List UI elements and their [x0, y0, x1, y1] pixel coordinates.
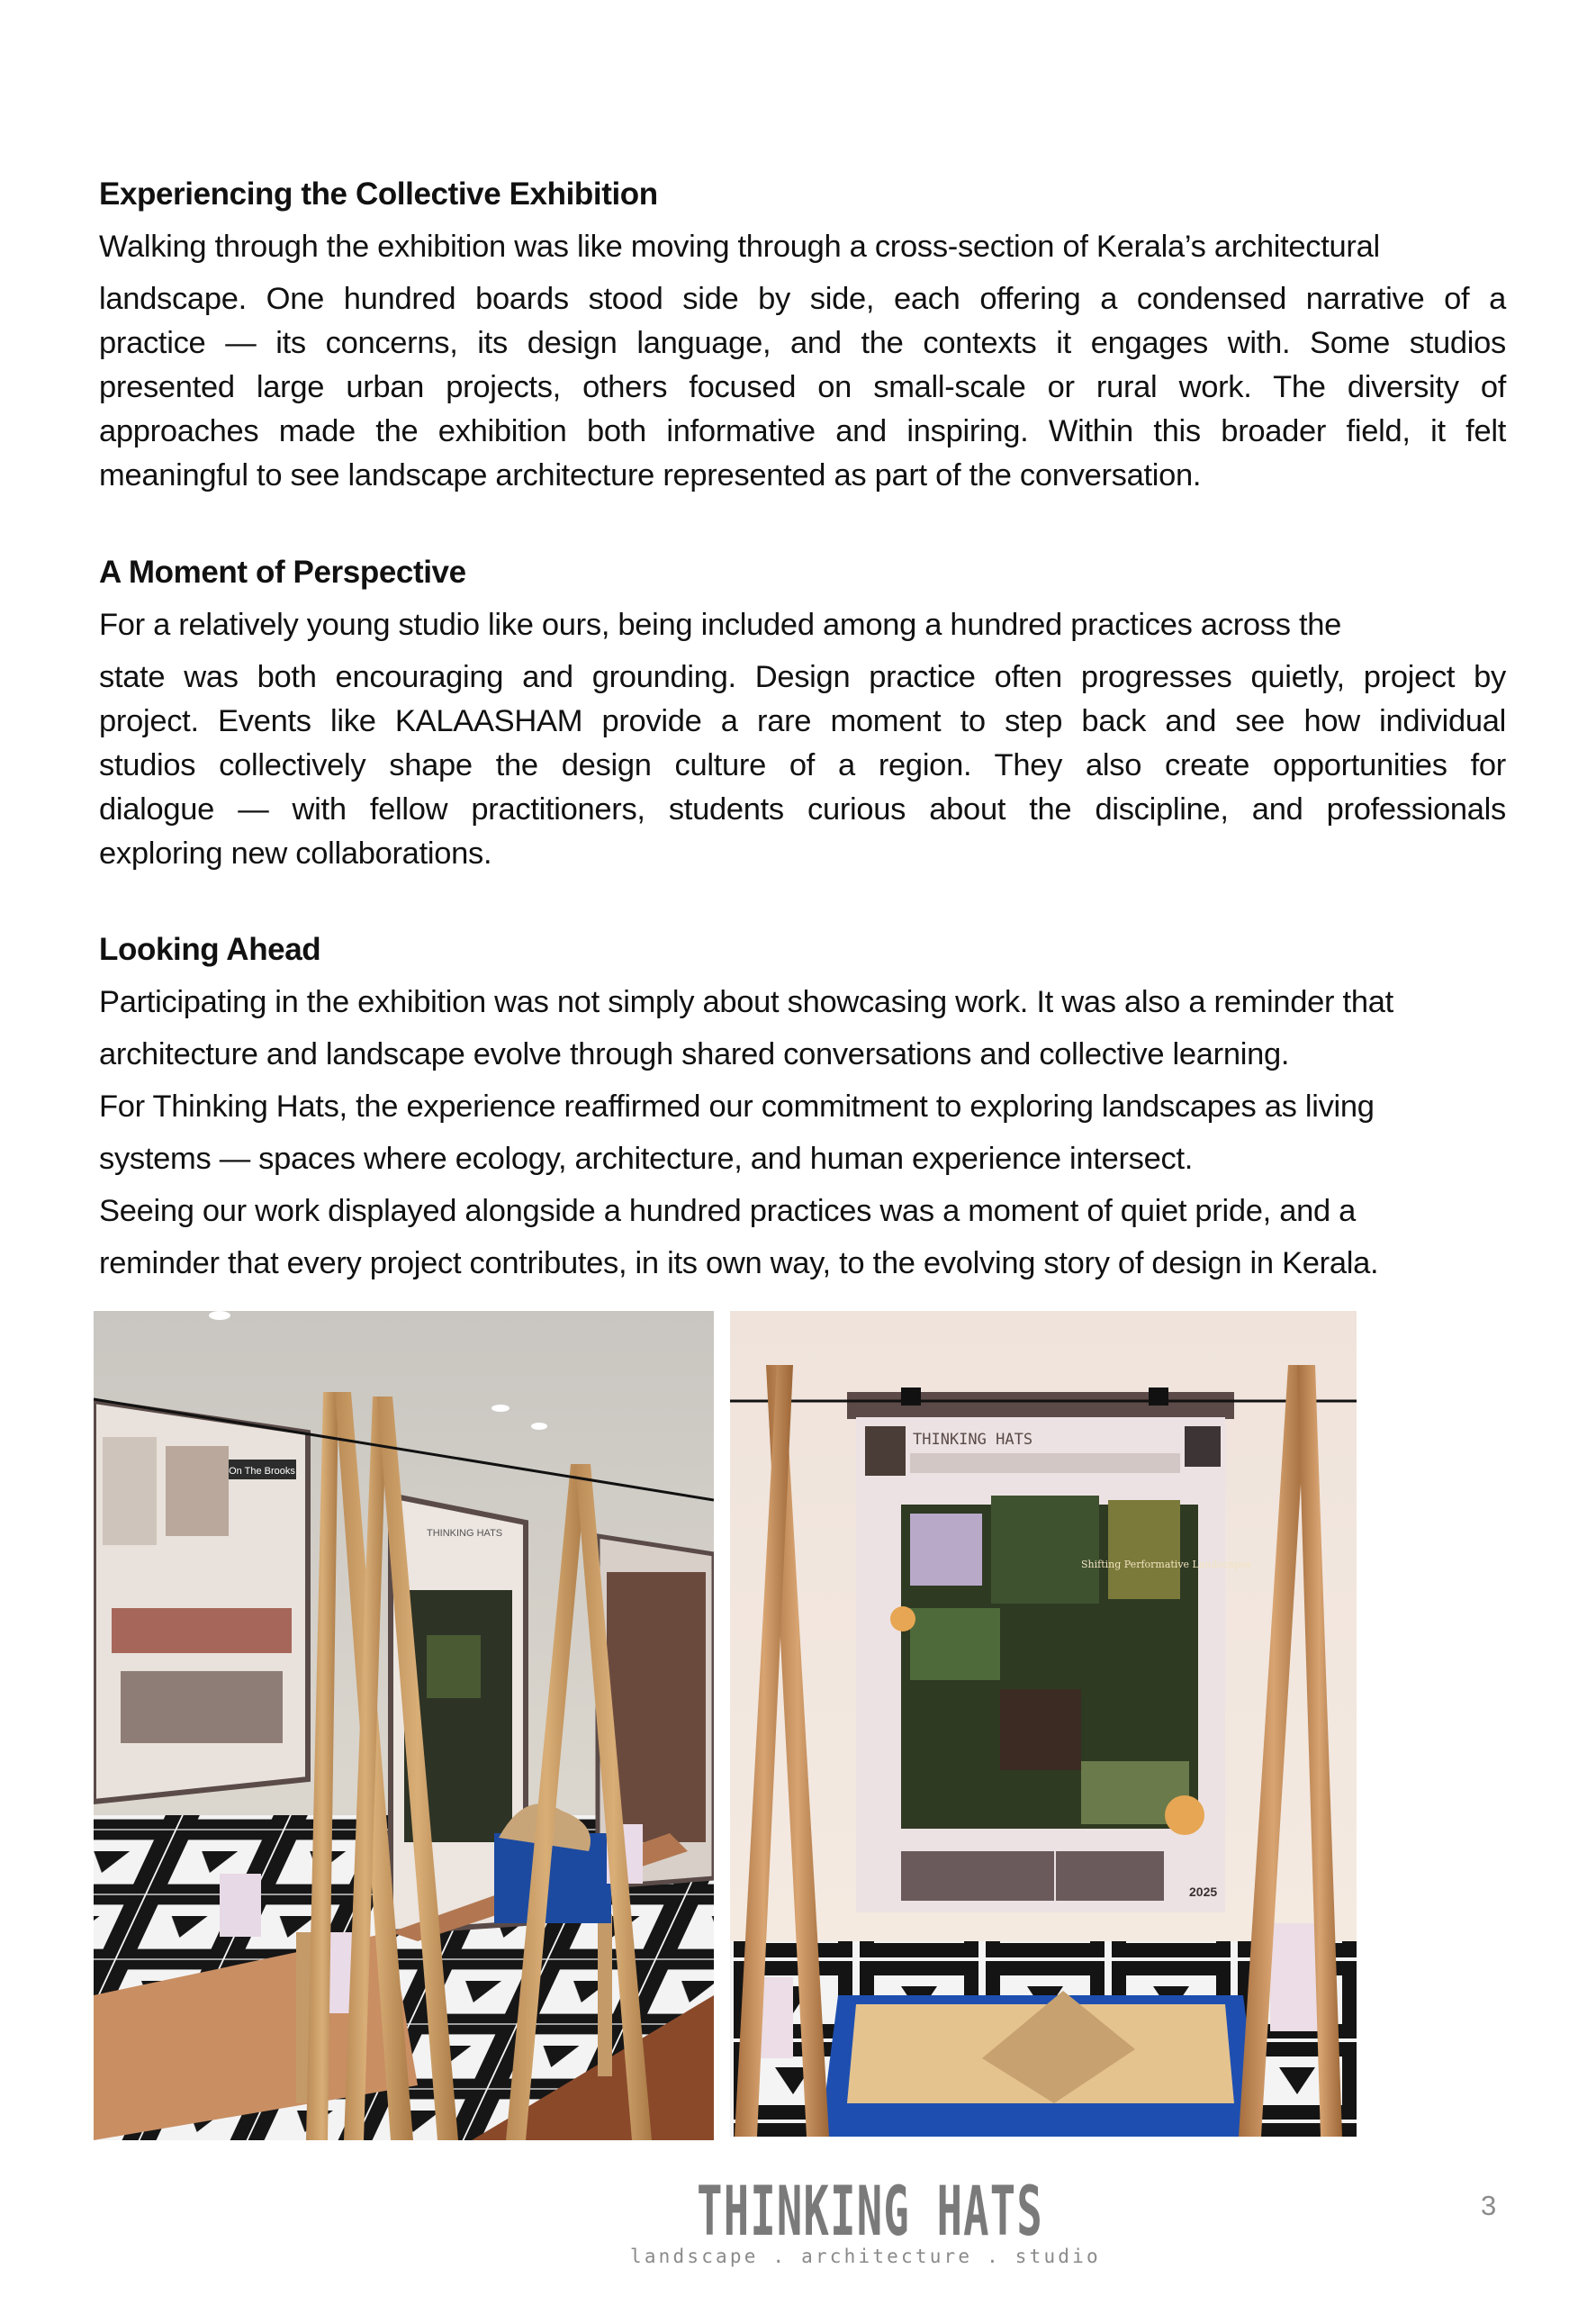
exhibition-photo-right — [730, 1311, 1357, 2137]
body-text-line: studios collectively shape the design culture of a region. They also create opportunities for — [99, 748, 1506, 782]
board-drawing — [166, 1446, 229, 1536]
ceiling-light — [209, 1311, 230, 1320]
section-experiencing-exhibition — [99, 176, 1506, 493]
exhibition-hall-illustration — [94, 1311, 714, 2140]
binder-clip — [1149, 1388, 1168, 1406]
board-tagline: Shifting Performative Landscapes — [1081, 1559, 1252, 1570]
exhibition-photo-left — [94, 1311, 714, 2140]
section-moment-of-perspective — [99, 555, 1506, 871]
section-looking-ahead — [99, 932, 1506, 1280]
logo-title: THINKING HATS — [697, 2171, 1044, 2251]
body-text-line: reminder that every project contributes, in its own way, to the evolving story of design in Kerala. — [99, 1246, 1379, 1280]
board-image-strip — [121, 1671, 283, 1743]
board-intro-text — [910, 1453, 1180, 1473]
thinking-hats-board-illustration — [730, 1311, 1357, 2137]
section-heading: Experiencing the Collective Exhibition — [99, 176, 658, 212]
body-text-line: Participating in the exhibition was not simply about showcasing work. It was also a reminder that — [99, 985, 1393, 1019]
page-number: 3 — [1481, 2190, 1497, 2221]
body-text-line: project. Events like KALAASHAM provide a rare moment to step back and see how individual — [99, 704, 1506, 738]
body-text-line: meaningful to see landscape architecture represented as part of the conversation. — [99, 458, 1202, 493]
body-text-line: exploring new collaborations. — [99, 836, 492, 871]
body-text-line: practice — its concerns, its design language, and the contexts it engages with. Some studios — [99, 326, 1506, 360]
binder-clip — [901, 1388, 921, 1406]
body-text-line: For Thinking Hats, the experience reaffirmed our commitment to exploring landscapes as living — [99, 1089, 1375, 1124]
thinking-hats-logo — [630, 2171, 1101, 2267]
section-heading: A Moment of Perspective — [99, 555, 466, 590]
board-footer-panel — [1056, 1851, 1164, 1901]
ceiling-light — [531, 1423, 547, 1430]
board-image-strip — [112, 1608, 292, 1653]
board-logo: THINKING HATS — [913, 1431, 1033, 1449]
body-text-line: approaches made the exhibition both informative and inspiring. Within this broader field, it felt — [99, 414, 1506, 448]
body-text-line: state was both encouraging and grounding. Design practice often progresses quietly, project by — [99, 660, 1506, 694]
body-text-line: Walking through the exhibition was like moving through a cross-section of Kerala’s architectural — [99, 230, 1380, 264]
board-drawing — [103, 1437, 157, 1545]
board-year: 2025 — [1189, 1885, 1218, 1899]
section-heading: Looking Ahead — [99, 932, 321, 967]
portrait-photo — [865, 1426, 906, 1476]
body-text-line: landscape. One hundred boards stood side by side, each offering a condensed narrative of a — [99, 282, 1506, 316]
body-text-line: For a relatively young studio like ours, being included among a hundred practices across the — [99, 608, 1342, 642]
logo-subtitle: landscape . architecture . studio — [630, 2246, 1101, 2267]
body-text-line: architecture and landscape evolve through shared conversations and collective learning. — [99, 1037, 1290, 1071]
board-title: THINKING HATS — [427, 1528, 503, 1539]
body-text-line: dialogue — with fellow practitioners, students curious about the discipline, and professionals — [99, 792, 1506, 827]
white-box — [220, 1874, 261, 1937]
model-base — [494, 1833, 611, 1923]
board-footer-panel — [901, 1851, 1054, 1901]
ceiling-light — [491, 1405, 509, 1412]
qr-code — [1185, 1426, 1221, 1467]
board-title: On The Brooks — [229, 1466, 295, 1477]
body-text-line: systems — spaces where ecology, architecture, and human experience intersect. — [99, 1142, 1194, 1176]
body-text-line: presented large urban projects, others focused on small-scale or rural work. The diversity of — [99, 370, 1506, 404]
body-text-line: Seeing our work displayed alongside a hundred practices was a moment of quiet pride, and a — [99, 1194, 1357, 1228]
